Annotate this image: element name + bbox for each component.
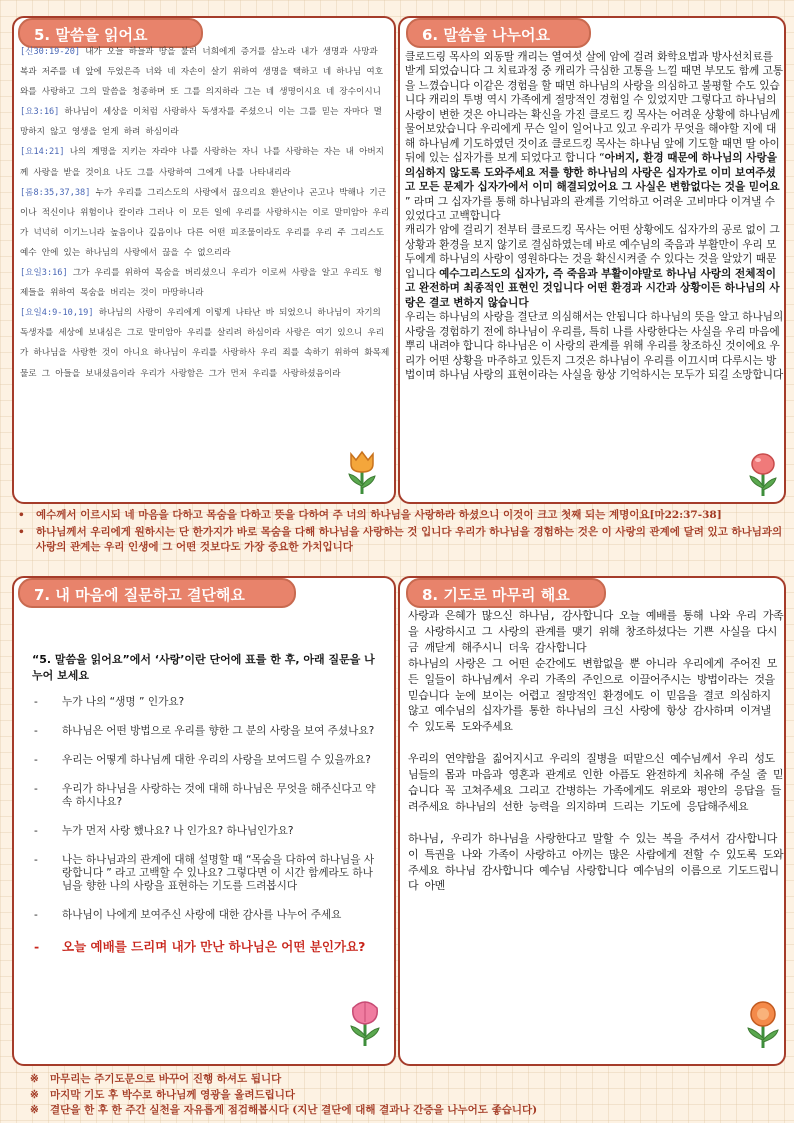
dash-icon: - — [34, 854, 38, 866]
verse — [20, 142, 390, 182]
verse-text: 나의 계명을 지키는 자라야 나를 사랑하는 자니 나를 사랑하는 자는 내 아버지께 사랑을 받을 것이요 나도 그를 사랑하여 그에게 나를 나타내리라 — [20, 147, 384, 178]
question-item — [32, 825, 382, 838]
question-text: 누가 먼저 사랑 했나요? 나 인가요? 하나님인가요? — [62, 825, 294, 837]
verse-ref: [요14:21] — [20, 147, 65, 158]
question-list — [32, 696, 382, 971]
prayer-paragraph: 우리의 연약함을 짊어지시고 우리의 질병을 떠맡으신 예수님께서 우리 성도님들의 몸과 마음과 영혼과 관계로 인한 아픔도 완전하게 치유해 주실 줄 믿습니다 꼭 고쳐주세요 그리고 간병하는 가족에게도 위로와 평안의 응답을 들려주세요 하나님의 선한 능력을 의지하며 드리는 기도에 응답해주세요 — [408, 752, 784, 813]
verse-ref: [요일3:16] — [20, 268, 68, 279]
verse — [20, 263, 390, 303]
footer-note-text: 마지막 기도 후 박수로 하나님께 영광을 올려드립니다 — [50, 1088, 296, 1101]
prayer-title: 8. 기도로 마무리 해요 — [406, 578, 606, 608]
question-text: 우리가 하나님을 사랑하는 것에 대해 하나님은 무엇을 해주신다고 약속 하시나요? — [62, 783, 376, 808]
story-emphasis: 아버지, 환경 때문에 하나님의 사랑을 의심하지 않도록 도와주세요 저를 향한 하나님의 사랑은 십자가로 이미 보여주셨고 모든 문제가 십자가에서 이미 해결되었어요 그 사실은 변함없다는 것을 믿어요 — [405, 152, 780, 194]
footer-note-text: 마무리는 주기도문으로 바꾸어 진행 하셔도 됩니다 — [50, 1073, 282, 1085]
tulip-icon — [345, 448, 379, 496]
verse-ref: [요일4:9-10,19] — [20, 308, 94, 319]
story-text: 캐리가 암에 걸리기 전부터 클로드킹 목사는 어떤 상황에도 십자가의 공로 없이 그 상황과 환경을 보지 않기로 결심하였는데 바로 예수님의 죽음과 부활만이 우리 모두에게 하나님의 사랑이 영원하다는 것을 확신시켜줄 수 있다는 것을 알았기 때문입니다 — [405, 224, 780, 280]
prayer-paragraph: 사랑과 은혜가 많으신 하나님, 감사합니다 오늘 예배를 통해 나와 우리 가족을 사랑하시고 그 사랑의 관계를 맺기 위해 창조하셨다는 기쁜 사실을 다시금 깨닫게 해주시니 더욱 감사합니다 — [408, 609, 784, 654]
question-text: 하나님이 나에게 보여주신 사랑에 대한 감사를 나누어 주세요 — [62, 909, 342, 921]
story-paragraph — [405, 50, 785, 223]
final-question — [32, 938, 382, 955]
verse-ref: [롬8:35,37,38] — [20, 187, 91, 198]
dash-icon: - — [34, 725, 38, 737]
dash-icon: - — [34, 696, 38, 708]
verse — [20, 183, 390, 263]
verse — [20, 303, 390, 383]
dash-icon: - — [34, 825, 38, 837]
verse-text: 내가 오늘 하늘과 땅을 불러 너희에게 증거를 삼노라 내가 생명과 사망과 복과 저주를 네 앞에 두었은즉 너와 네 자손이 살기 위하여 생명을 택하고 네 하나님 여호와를 사랑하고 그의 말씀을 청종하며 또 그를 의지하라 그는 네 생명이시요 네 장수이시니 — [20, 47, 383, 98]
key-note-text: 예수께서 이르시되 네 마음을 다하고 목숨을 다하고 뜻을 다하여 주 너의 하나님을 사랑하라 하셨으니 이것이 크고 첫째 되는 계명이요[마22:37-38] — [36, 509, 722, 521]
dash-icon: - — [34, 909, 38, 921]
dash-icon: - — [34, 939, 40, 954]
question-item — [32, 783, 382, 809]
verse-text: 그가 우리를 위하여 목숨을 버리셨으니 우리가 이로써 사랑을 알고 우리도 형제들을 위하여 목숨을 버리는 것이 마땅하니라 — [20, 268, 382, 299]
prayer-paragraph: 하나님의 사랑은 그 어떤 순간에도 변함없을 뿐 아니라 우리에게 주어진 모든 일들이 하나님께서 우리 가족의 주인으로 이끌어주시는 방법이라는 것을 믿습니다 눈에 보이는 어렵고 절망적인 환경에도 이 믿음을 결코 의심하지 않고 예수님의 십자가를 통한 하나님의 크신 사랑에 항상 감사하며 이겨낼 수 있도록 도와주세요 — [408, 656, 778, 734]
question-text: 나는 하나님과의 관계에 대해 설명할 때 “목숨을 다하여 하나님을 사랑합니다 ” 라고 고백할 수 있나요? 그렇다면 이 시간 함께라도 하나님을 향한 나의 사랑을 표현하는 기도를 드려봅시다 — [62, 854, 375, 892]
key-note — [18, 508, 788, 523]
prayer-text — [408, 608, 784, 894]
story-text: 우리는 하나님의 사랑을 결단코 의심해서는 안됩니다 하나님의 뜻을 알고 하나님의 사랑을 경험하기 전에 하나님이 우리를, 특히 나를 사랑한다는 사실을 우리 마음에 뿌리 내려야 합니다 하나님은 이 사랑의 관계를 위해 우리를 창조하신 것이에요 우리가 어떤 상황을 마주하고 있든지 그것은 하나님이 우리를 이끄시며 다루시는 방법이며 하나님 사랑의 표현이라는 사실을 항상 기억하시는 모두가 되길 소망합니다 — [405, 311, 784, 381]
footer-note — [30, 1103, 790, 1119]
dash-icon: - — [34, 754, 38, 766]
verse-text: 누가 우리를 그리스도의 사랑에서 끊으리요 환난이나 곤고나 박해나 기근이나 적신이나 위험이나 칼이랴 그러나 이 모든 일에 우리를 사랑하시는 이로 말미암아 우리가 넉넉히 이기느니라 높음이나 깊음이나 다른 어떤 피조물이라도 우리를 우리 주 그리스도 예수 안에 있는 하나님의 사랑에서 끊을 수 없으리라 — [20, 187, 390, 258]
star-icon: ※ — [30, 1073, 39, 1085]
footer-note — [30, 1088, 790, 1104]
question-text: 우리는 어떻게 하나님께 대한 우리의 사랑을 보여드릴 수 있을까요? — [62, 754, 371, 766]
key-note-text: 하나님께서 우리에게 원하시는 단 한가지가 바로 목숨을 다해 하나님을 사랑하는 것 입니다 우리가 하나님을 경험하는 것은 이 사랑의 관계에 달려 있고 하나님과의 사랑의 관계는 우리 인생에 그 어떤 것보다도 가장 중요한 가치입니다 — [36, 526, 783, 553]
story-emphasis: 예수그리스도의 십자가, 즉 죽음과 부활이야말로 하나님 사랑의 전체적이고 완전하며 최종적인 표현인 것입니다 어떤 환경과 시간과 상황이든 하나님의 사랑은 결코 변하지 않습니다 — [405, 267, 780, 309]
verse-ref: [요3:16] — [20, 107, 60, 118]
question-item — [32, 909, 382, 922]
story-text: 클로드링 목사의 외동딸 캐리는 열여섯 살에 암에 걸려 화학요법과 방사선치료를 받게 되었습니다 그 치료과정 중 캐리가 극심한 고통을 느낄 때면 부모도 함께 고통을 느꼈습니다 이같은 경험을 할 때면 하나님의 사랑을 의심하고 불평할 수도 있습니다 캐리의 투병 역시 가족에게 절망적인 경험일 수 있었지만 그렇다고 하나님의 사랑이 변한 것은 아니라는 확신을 가진 클로드 킹 목사는 어려운 상황에 하나님께 물어보았습니다 우리에게 무슨 일이 일어나고 있고 우리가 무엇을 해야할 지에 대해 하나님께 기도하였던 것이죠 클로드킹 목사는 하나님 앞에 기도할 때면 딸 아이 뒤에 있는 십자가를 보게 되었다고 합니다 “ — [405, 51, 784, 165]
story-text: ” 라며 그 십자가를 통해 하나님과의 관계를 기억하고 어려운 고비마다 이겨낼 수 있었다고 고백합니다 — [405, 195, 776, 222]
questions-intro: “5. 말씀을 읽어요”에서 ‘사랑’이란 단어에 표를 한 후, 아래 질문을 나누어 보세요 — [32, 653, 375, 682]
question-text: 누가 나의 “생명 ” 인가요? — [62, 696, 185, 708]
read-title: 5. 말씀을 읽어요 — [18, 18, 203, 48]
verse — [20, 102, 390, 142]
tulip-icon — [744, 1000, 782, 1050]
prayer-paragraph: 하나님, 우리가 하나님을 사랑한다고 말할 수 있는 복을 주셔서 감사합니다 이 특권을 나와 가족이 사랑하고 아끼는 많은 사람에게 전할 수 있도록 도와주세요 하나님 감사합니다 예수님 사랑합니다 예수님의 이름으로 기도드립니다 아멘 — [408, 831, 784, 893]
prayer-paragraph — [408, 815, 784, 831]
bullet-icon: • — [18, 509, 25, 521]
dash-icon: - — [34, 783, 38, 795]
tulip-icon — [347, 1000, 383, 1048]
question-item — [32, 696, 382, 709]
prayer-paragraph — [408, 735, 784, 751]
verse-ref: [신30:19-20] — [20, 47, 81, 57]
story-paragraph — [405, 223, 785, 310]
footer-note — [30, 1072, 790, 1088]
scripture-block — [20, 42, 390, 384]
share-title: 6. 말씀을 나누어요 — [406, 18, 591, 48]
story-paragraph — [405, 310, 785, 382]
star-icon: ※ — [30, 1088, 39, 1101]
question-text: 하나님은 어떤 방법으로 우리를 향한 그 분의 사랑을 보여 주셨나요? — [62, 725, 375, 737]
verse — [20, 42, 390, 102]
question-item — [32, 754, 382, 767]
verse-text: 하나님이 세상을 이처럼 사랑하사 독생자를 주셨으니 이는 그를 믿는 자마다 멸망하지 않고 영생을 얻게 하려 하심이라 — [20, 107, 382, 138]
footer-notes — [30, 1072, 790, 1119]
story-block — [405, 50, 785, 382]
footer-note-text: 결단을 한 후 한 주간 실천을 자유롭게 점검해봅시다 (지난 결단에 대해 결과나 간증을 나누어도 좋습니다) — [50, 1104, 538, 1116]
questions-title: 7. 내 마음에 질문하고 결단해요 — [18, 578, 296, 608]
question-item — [32, 725, 382, 738]
key-notes — [18, 508, 788, 557]
bullet-icon: • — [18, 526, 25, 538]
question-item — [32, 854, 382, 893]
verse-text: 하나님의 사랑이 우리에게 이렇게 나타난 바 되었으니 하나님이 자기의 독생자를 세상에 보내심은 그로 말미암아 우리를 살리려 하심이라 사랑은 여기 있으니 우리가 하나님을 사랑한 것이 아니요 하나님이 우리를 사랑하사 우리 죄를 속하기 위하여 화목제물로 그 아들을 보내셨음이라 우리가 사랑함은 그가 먼저 우리를 사랑하셨음이라 — [20, 308, 390, 379]
tulip-icon — [746, 452, 780, 498]
final-question-text: 오늘 예배를 드리며 내가 만난 하나님은 어떤 분인가요? — [62, 939, 366, 954]
key-note — [18, 525, 788, 555]
star-icon: ※ — [30, 1104, 39, 1116]
